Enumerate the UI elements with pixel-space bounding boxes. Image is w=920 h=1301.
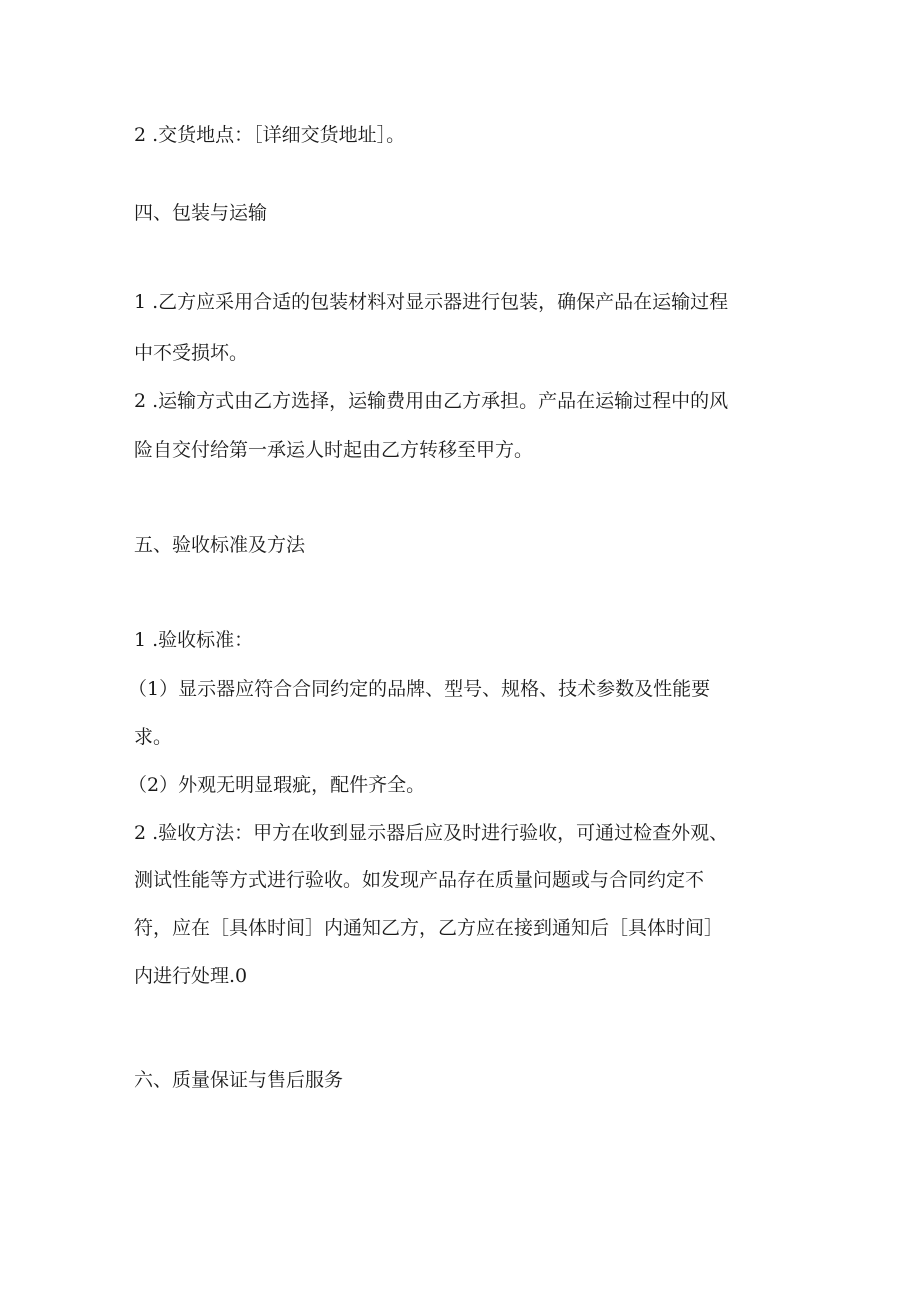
delivery-location-item: 2 .交货地点：［详细交货地址］。 [134,124,406,146]
acceptance-method-line-2: 测试性能等方式进行验收。如发现产品存在质量问题或与合同约定不 [134,869,705,891]
section-6-heading: 六、质量保证与售后服务 [134,1069,344,1091]
section-5-heading: 五、验收标准及方法 [134,534,306,556]
section-4-heading: 四、包装与运输 [134,202,268,224]
packaging-item-line-1: 1 .乙方应采用合适的包装材料对显示器进行包装，确保产品在运输过程 [134,291,729,313]
acceptance-method-line-1: 2 .验收方法：甲方在收到显示器后应及时进行验收，可通过检查外观、 [134,822,729,844]
acceptance-method-line-3: 符，应在［具体时间］内通知乙方，乙方应在接到通知后［具体时间］ [134,917,724,939]
standard-sub-2: （2）外观无明显瑕疵，配件齐全。 [128,774,426,796]
transport-item-line-1: 2 .运输方式由乙方选择，运输费用由乙方承担。产品在运输过程中的风 [134,390,729,412]
transport-item-line-2: 险自交付给第一承运人时起由乙方转移至甲方。 [134,439,534,461]
standard-sub-1-line-2: 求。 [134,726,173,748]
standard-sub-1-line-1: （1）显示器应符合合同约定的品牌、型号、规格、技术参数及性能要 [128,678,711,700]
acceptance-method-line-4: 内进行处理.0 [134,965,248,987]
acceptance-standard-item: 1 .验收标准： [134,629,254,651]
packaging-item-line-2: 中不受损坏。 [134,342,249,364]
